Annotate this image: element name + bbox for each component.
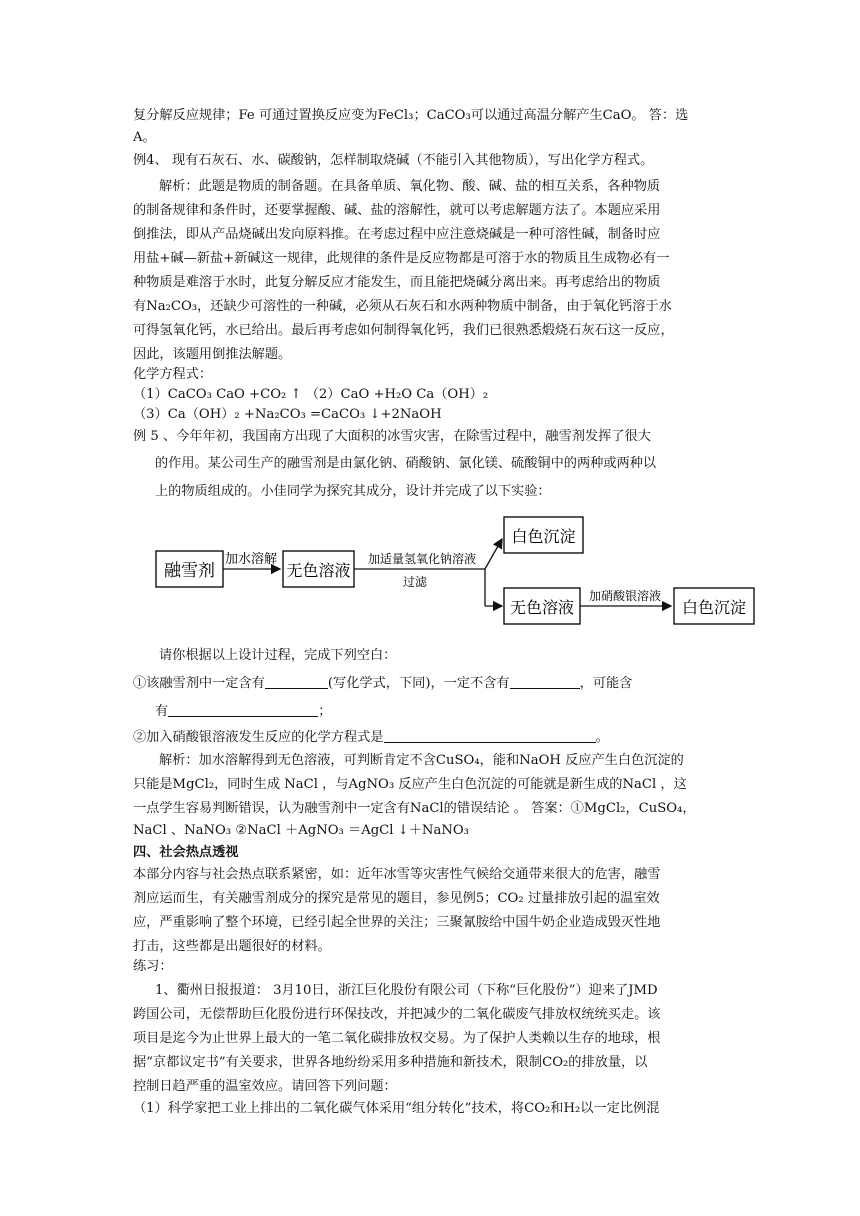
step-agno3-label: 加硝酸银溶液 — [588, 589, 662, 603]
text-line: 一点学生容易判断错误，认为融雪剂中一定含有NaCl的错误结论 。 答案：①MgCl₂，CuSO₄， — [133, 801, 696, 816]
step-dissolve-label: 加水溶解 — [224, 552, 278, 567]
text-line: 用盐+碱—新盐+新碱这一规律，此规律的条件是反应物都是可溶于水的物质且生成物必有一 — [133, 251, 670, 266]
exercise-1-line: 1、衢州日报报道： 3月10日，浙江巨化股份有限公司（下称“巨化股份”）迎来了JMD — [155, 983, 658, 998]
text-line: 复分解反应规律；Fe 可通过置换反应变为FeCl₃；CaCO₃可以通过高温分解产生CaO。 答：选 — [133, 108, 689, 123]
answer-blank[interactable] — [265, 675, 328, 689]
answer-line: NaCl 、NaNO₃ ②NaCl ＋AgNO₃ ＝AgCl ↓＋NaNO₃ — [133, 823, 469, 838]
answer-blank[interactable] — [510, 675, 580, 689]
box-precipitate-2-label: 白色沉淀 — [681, 598, 747, 617]
section-heading: 四、社会热点透视 — [133, 845, 239, 860]
box-solution-2-label: 无色溶液 — [509, 598, 575, 617]
question-blank-2: 有 ； — [155, 704, 332, 719]
text-line: 本部分内容与社会热点联系紧密，如：近年冰雪等灾害性气候给交通带来很大的危害，融雪 — [133, 867, 661, 882]
text-line: 上的物质组成的。小佳同学为探究其成分，设计并完成了以下实验： — [155, 484, 551, 499]
experiment-flow-diagram — [150, 510, 760, 625]
text-line: 应，严重影响了整个环境，已经引起全世界的关注；三聚氰胺给中国牛奶企业造成毁灭性地 — [133, 915, 661, 930]
answer-blank[interactable] — [168, 703, 318, 717]
example-5-question: 例 5 、今年年初，我国南方出现了大面积的冰雪灾害，在除雪过程中，融雪剂发挥了很大 — [133, 429, 651, 444]
question-blank-3: ②加入硝酸银溶液发生反应的化学方程式是 。 — [133, 730, 609, 745]
exercise-heading: 练习： — [133, 959, 173, 974]
sub-question-line: （1）科学家把工业上排出的二氧化碳气体采用“组分转化”技术，将CO₂和H₂以一定比例混 — [133, 1101, 660, 1116]
step-filter-label: 过滤 — [402, 575, 428, 589]
text-line: 只能是MgCl₂，同时生成 NaCl ，与AgNO₃ 反应产生白色沉淀的可能就是新生成的NaCl ，这 — [133, 777, 687, 792]
box-solution-1-label: 无色溶液 — [286, 561, 351, 580]
instruction-line: 请你根据以上设计过程，完成下列空白： — [159, 648, 397, 663]
text-line: 据“京都议定书”有关要求，世界各地纷纷采用多种措施和新技术，限制CO₂的排放量，以 — [133, 1055, 648, 1070]
text-line: 倒推法，即从产品烧碱出发向原料推。在考虑过程中应注意烧碱是一种可溶性碱，制备时应 — [133, 227, 661, 242]
box-precipitate-1-label: 白色沉淀 — [511, 527, 576, 546]
text-line: 打击，这些都是出题很好的材料。 — [133, 939, 331, 954]
text-line: 因此，该题用倒推法解题。 — [133, 347, 292, 362]
box-start-label: 融雪剂 — [164, 561, 215, 581]
text-line: 控制日趋严重的温室效应。请回答下列问题： — [133, 1079, 397, 1094]
example-4-question: 例4、 现有石灰石、水、碳酸钠，怎样制取烧碱（不能引入其他物质），写出化学方程式。 — [133, 153, 654, 168]
text-line: 可得氢氧化钙，水已给出。最后再考虑如何制得氧化钙，我们已很熟悉煅烧石灰石这一反应， — [133, 323, 674, 338]
question-blank-1: ①该融雪剂中一定含有 (写化学式，下同)，一定不含有 ，可能含 — [133, 676, 633, 691]
answer-blank[interactable] — [384, 729, 596, 743]
text-line: 剂应运而生，有关融雪剂成分的探究是常见的题目，参见例5；CO₂ 过量排放引起的温室效 — [133, 891, 660, 906]
equation-line: （1）CaCO₃ CaO +CO₂ ↑ （2）CaO +H₂O Ca（OH）₂ — [133, 387, 489, 402]
equation-heading: 化学方程式： — [133, 367, 213, 382]
text-line: 种物质是难溶于水时，此复分解反应才能发生，而且能把烧碱分离出来。再考虑给出的物质 — [133, 275, 661, 290]
analysis-line: 解析：加水溶解得到无色溶液，可判断肯定不含CuSO₄，能和NaOH 反应产生白色沉淀的 — [159, 753, 684, 768]
text-line: A。 — [133, 130, 156, 145]
equation-line: （3）Ca（OH）₂ +Na₂CO₃ =CaCO₃ ↓+2NaOH — [133, 407, 442, 422]
step-naoh-label: 加适量氢氧化钠溶液 — [367, 552, 477, 566]
text-line: 项目是迄今为止世界上最大的一笔二氧化碳排放权交易。为了保护人类赖以生存的地球，根 — [133, 1031, 661, 1046]
analysis-line: 解析：此题是物质的制备题。在具备单质、氧化物、酸、碱、盐的相互关系，各种物质 — [159, 179, 661, 194]
text-line: 跨国公司，无偿帮助巨化股份进行环保技改，并把减少的二氧化碳废气排放权统统买走。该 — [133, 1007, 661, 1022]
text-line: 的制备规律和条件时，还要掌握酸、碱、盐的溶解性，就可以考虑解题方法了。本题应采用 — [133, 203, 661, 218]
text-line: 有Na₂CO₃，还缺少可溶性的一种碱，必须从石灰石和水两种物质中制备，由于氧化钙溶于水 — [133, 299, 672, 314]
branch-up — [485, 539, 502, 569]
text-line: 的作用。某公司生产的融雪剂是由氯化钠、硝酸钠、氯化镁、硫酸铜中的两种或两种以 — [155, 456, 657, 471]
